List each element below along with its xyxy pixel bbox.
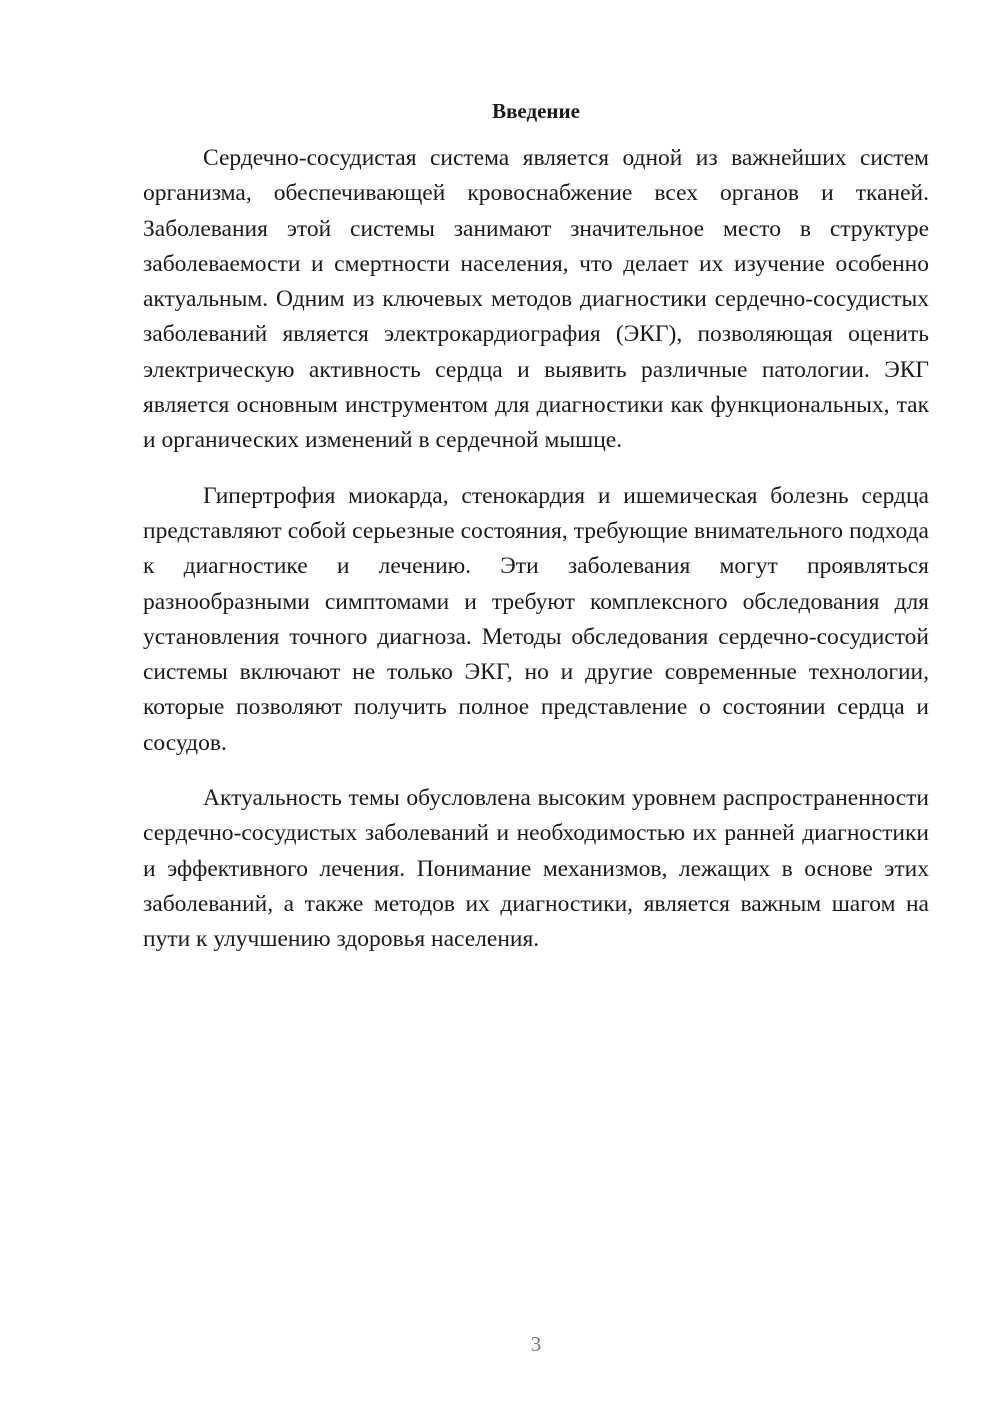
body-text [143, 141, 929, 978]
page-number: 3 [530, 1332, 542, 1356]
section-title: Введение [492, 99, 580, 123]
paragraph-diseases: Гипертрофия миокарда, стенокардия и ишемическая болезнь сердца представляют собой серьезные состояния, требующие внимательного подхода к диагностике и лечению. Эти заболевания могут проявляться разнообразными симптомами и требуют комплексного обследования для установления точного диагноза. Методы обследования сердечно-сосудистой системы включают не только ЭКГ, но и другие современные технологии, которые позволяют получить полное представление о состоянии сердца и сосудов. [143, 482, 929, 756]
paragraph-intro: Сердечно-сосудистая система является одной из важнейших систем организма, обеспечивающей кровоснабжение всех органов и тканей. Заболевания этой системы занимают значительное место в структуре заболеваемости и смертности населения, что делает их изучение особенно актуальным. Одним из ключевых методов диагностики сердечно-сосудистых заболеваний является электрокардиография (ЭКГ), позволяющая оценить электрическую активность сердца и выявить различные патологии. ЭКГ является основным инструментом для диагностики как функциональных, так и органических изменений в сердечной мышце. [143, 145, 929, 454]
paragraph-relevance: Актуальность темы обусловлена высоким уровнем распространенности сердечно-сосудистых заболеваний и необходимостью их ранней диагностики и эффективного лечения. Понимание механизмов, лежащих в основе этих заболеваний, а также методов их диагностики, является важным шагом на пути к улучшению здоровья населения. [143, 785, 929, 953]
